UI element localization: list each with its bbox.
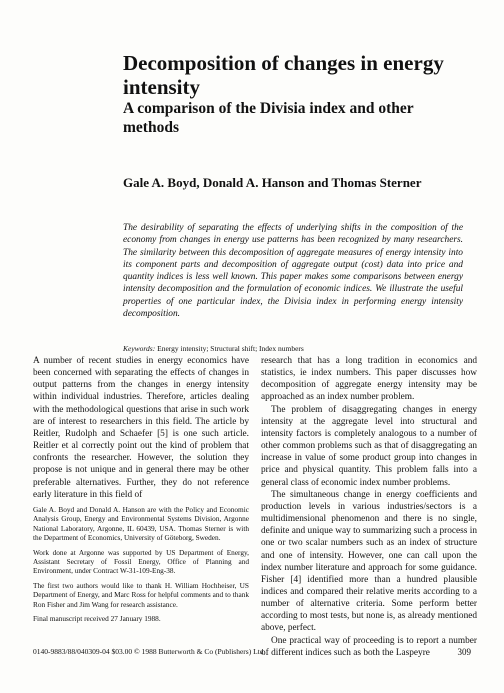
body-paragraph: One practical way of proceeding is to report a number of different indices such as both the Laspeyre: [261, 635, 477, 658]
article-subtitle: A comparison of the Divisia index and other methods: [123, 100, 414, 136]
author-line: Gale A. Boyd, Donald A. Hanson and Thomas Sterner: [123, 175, 422, 190]
body-paragraph: research that has a long tradition in economics and statistics, ie index numbers. This paper discusses how decomposition of aggregate energy intensity may be approached as an index number problem.: [261, 356, 477, 403]
body-column-right: [261, 355, 477, 659]
keywords-text: Energy intensity; Structural shift; Index numbers: [157, 344, 304, 353]
footnote-received: Final manuscript received 27 January 1988.: [33, 614, 161, 624]
keywords-line: [123, 344, 463, 353]
footnote-funding: Work done at Argonne was supported by US Department of Energy, Assistant Secretary of Fossil Energy, Office of Planning and Environment, under Contract W-31-109-Eng-38.: [33, 547, 249, 576]
page-number: 309: [457, 647, 471, 657]
abstract: The desirability of separating the effects of underlying shifts in the composition of the economy from changes in energy use patterns has been recognized by many researchers. The similarity between this decomposition of aggregate measures of energy intensity into its component parts and decomposition of aggregate output (cost) data into price and quantity indices is less well known. This paper makes some comparisons between energy intensity decomposition and the formulation of economic indices. We illustrate the useful properties of one particular index, the Divisia index in performing energy intensity decomposition.: [123, 223, 463, 320]
footnote-acknowledgements: The first two authors would like to thank H. William Hochheiser, US Department of Energy, and Marc Ross for helpful comments and to thank Ron Fisher and Jim Wang for research assistance.: [33, 580, 249, 609]
body-paragraph: A number of recent studies in energy economics have been concerned with separating the effects of changes in output patterns from the changes in energy intensity within individual industries. Therefore, articles dealing with the methodological questions that arise in such work are of interest to researchers in this field. The article by Reitler, Rudolph and Schaefer [5] is one such article. Reitler et al correctly point out the kind of problem that confronts the researcher. However, the solution they propose is not unique and in general there may be other preferable alternatives. Further, they do not reference early literature in this field of: [33, 356, 249, 500]
article-title: Decomposition of changes in energy intensity: [123, 51, 444, 99]
copyright-line: 0140-9883/88/040309-04 $03.00 © 1988 Butterworth & Co (Publishers) Ltd: [33, 647, 264, 656]
body-paragraph: The simultaneous change in energy coefficients and production levels in various industries/sectors is a multidimensional phenomenon and there is no single, definite and unique way to summarizing such a process in one or two scalar numbers such as an index of structure and one of intensity. However, one can call upon the index number literature and approach for some guidance. Fisher [4] identified more than a hundred plausible indices and compared their relative merits according to a number of alternative criteria. Some perform better according to most tests, but none is, as already mentioned above, perfect.: [261, 489, 477, 634]
body-paragraph: The problem of disaggregating changes in energy intensity at the aggregate level into structural and intensity factors is completely analogous to a number of other common problems such as that of disaggregating an increase in value of some product group into changes in price and physical quantity. This problem falls into a general class of economic index number problems.: [261, 404, 477, 488]
body-column-left: [33, 355, 249, 501]
author-footnotes: [33, 505, 249, 628]
keywords-label: Keywords:: [123, 344, 156, 353]
footnote-affiliation: Gale A. Boyd and Donald A. Hanson are with the Policy and Economic Analysis Group, Energy and Environmental Systems Division, Argonne National Laboratory, Argonne, IL 60439, USA. Thomas Sterner is with the Department of Economics, University of Göteborg, Sweden.: [33, 505, 249, 543]
